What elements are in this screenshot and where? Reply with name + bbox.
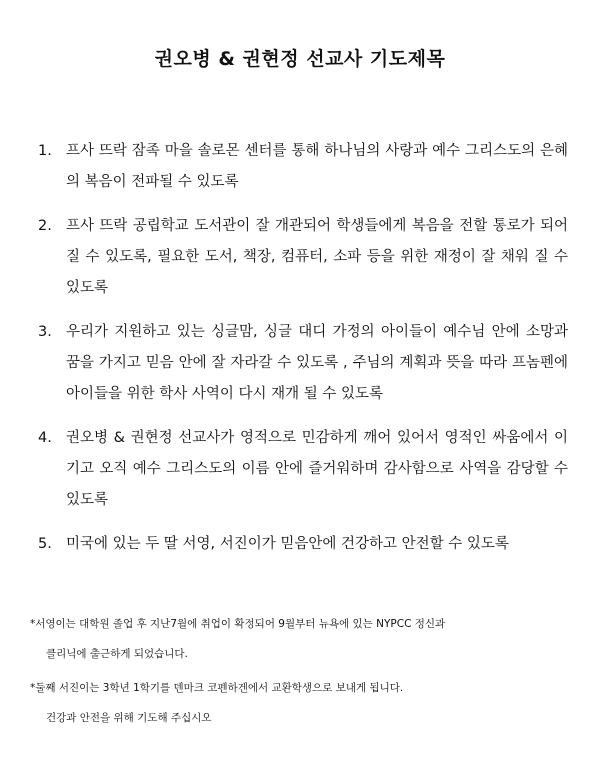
- item-text: 권오병 & 권현정 선교사가 영적으로 민감하게 깨어 있어서 영적인 싸움에서 이기고 오직 예수 그리스도의 이름 안에 즐거워하며 감사함으로 사역을 감당할 수 있도록: [66, 430, 568, 508]
- document-title: 권오병 & 권현정 선교사 기도제목: [154, 48, 446, 70]
- list-item: [38, 317, 568, 410]
- list-item: [38, 423, 568, 516]
- footnote-line: 건강과 안전을 위해 기도해 주십시오: [46, 712, 212, 724]
- item-number: 1.: [38, 143, 52, 159]
- item-number: 4.: [38, 430, 52, 446]
- list-item: [38, 211, 568, 304]
- item-text: 프사 뜨락 잠족 마을 솔로몬 센터를 통해 하나님의 사랑과 예수 그리스도의 은혜의 복음이 전파될 수 있도록: [66, 143, 568, 190]
- list-item: [38, 529, 568, 560]
- footnote-line: *둘째 서진이는 3학년 1학기를 덴마크 코펜하겐에서 교환학생으로 보내게 됩니다.: [30, 682, 404, 694]
- footnote-line: *서영이는 대학원 졸업 후 지난7월에 취업이 확정되어 9월부터 뉴욕에 있는 NYPCC 정신과: [30, 618, 446, 630]
- list-item: [38, 136, 568, 198]
- item-number: 2.: [38, 218, 52, 234]
- item-number: 5.: [38, 536, 52, 552]
- item-text: 프사 뜨락 공립학교 도서관이 잘 개관되어 학생들에게 복음을 전할 통로가 되어 질 수 있도록, 필요한 도서, 책장, 컴퓨터, 소파 등을 위한 재정이 잘 채워 질 수 있도록: [66, 218, 568, 296]
- footnote-line: 클리닉에 출근하게 되었습니다.: [46, 648, 188, 660]
- footnote-first-daughter: [30, 616, 580, 662]
- item-number: 3.: [38, 324, 52, 340]
- footnote-second-daughter: [30, 680, 580, 726]
- prayer-list: [38, 136, 568, 573]
- item-text: 우리가 지원하고 있는 싱글맘, 싱글 대디 가정의 아이들이 예수님 안에 소망과 꿈을 가지고 믿음 안에 잘 자라갈 수 있도록 , 주님의 계획과 뜻을 따라 프놈펜에 아이들을 위한 학사 사역이 다시 재개 될 수 있도록: [66, 324, 568, 402]
- item-text: 미국에 있는 두 딸 서영, 서진이가 믿음안에 건강하고 안전할 수 있도록: [66, 536, 509, 552]
